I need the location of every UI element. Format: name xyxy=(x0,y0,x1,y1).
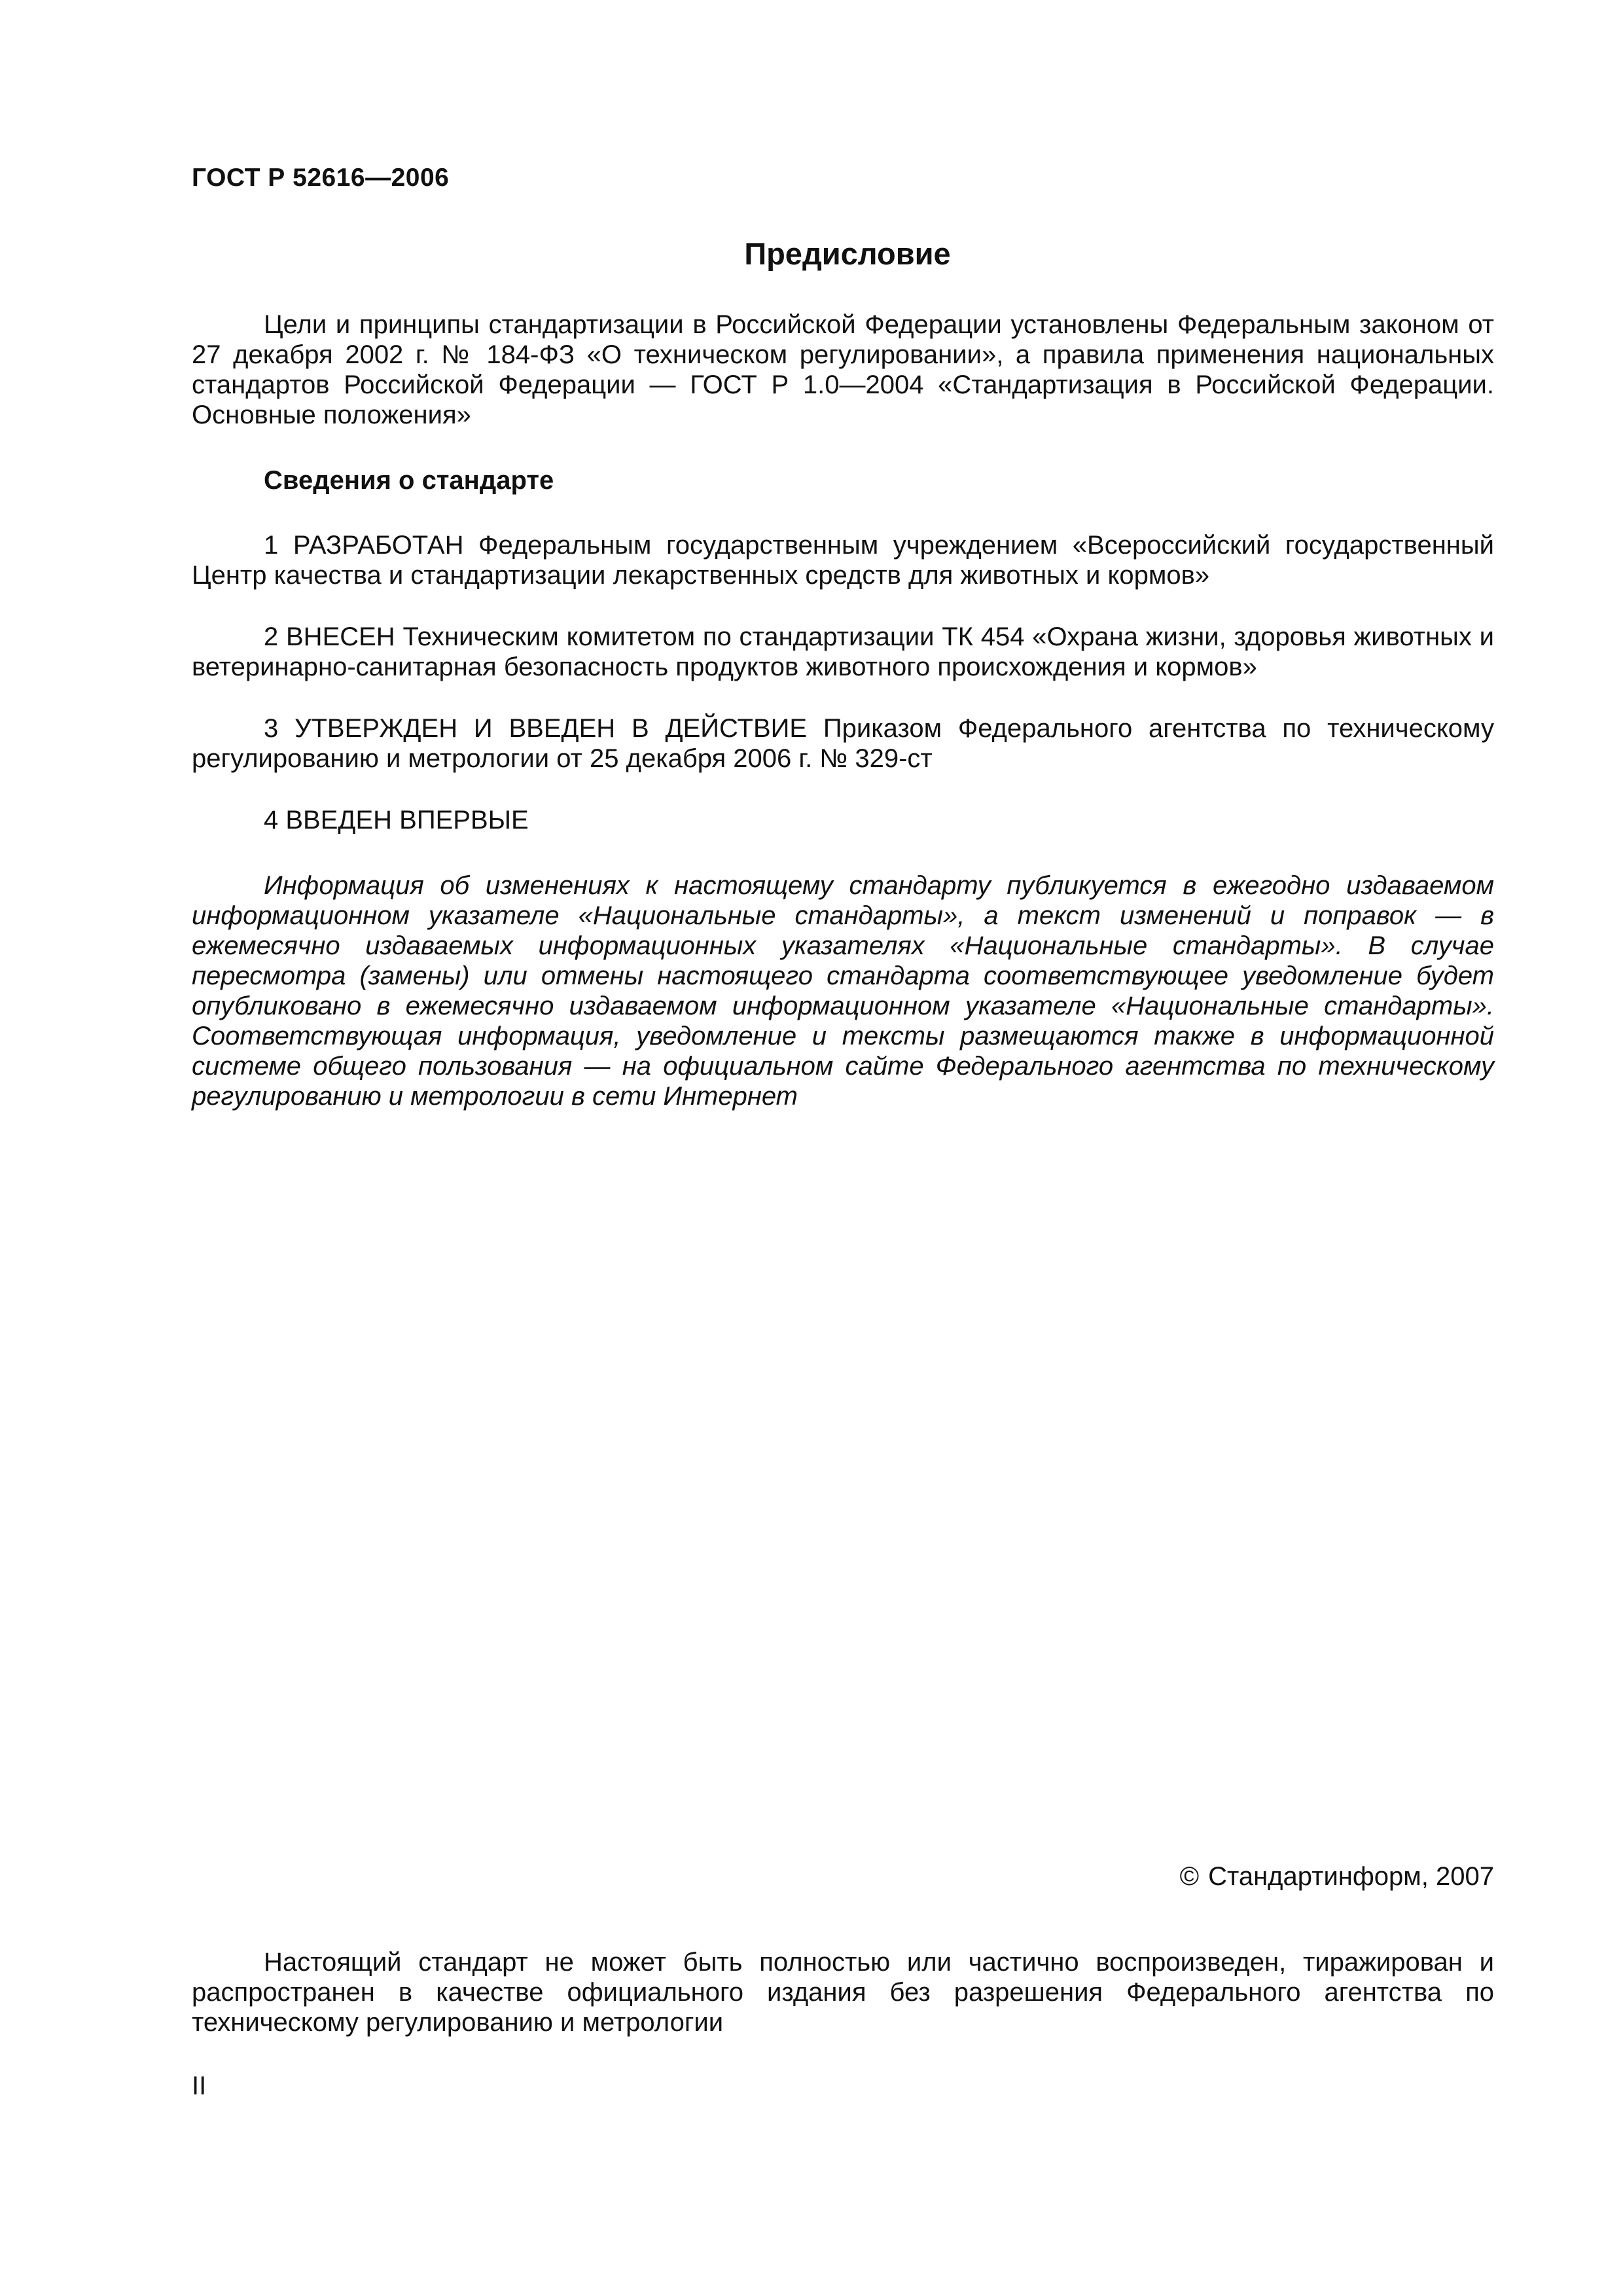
info-item-text: 2 ВНЕСЕН Техническим комитетом по стандартизации ТК 454 «Охрана жизни, здоровья животных и ветеринарно-санитарная безопасность продуктов животного происхождения и кормов» xyxy=(192,622,1494,681)
info-item-text: 4 ВВЕДЕН ВПЕРВЫЕ xyxy=(264,806,529,834)
standard-info-heading: Сведения о стандарте xyxy=(264,466,554,495)
info-item-1 xyxy=(192,530,1494,590)
rights-notice: Настоящий стандарт не может быть полностью или частично воспроизведен, тиражирован и распространен в качестве официального издания без разрешения Федерального агентства по техническому регулированию и метрологии xyxy=(192,1948,1494,2037)
intro-section xyxy=(192,310,1494,430)
document-designation: ГОСТ Р 52616—2006 xyxy=(192,164,450,192)
info-item-3 xyxy=(192,713,1494,774)
copyright-line xyxy=(1180,1862,1494,1892)
page-number: II xyxy=(192,2072,207,2100)
info-item-text: 1 РАЗРАБОТАН Федеральным государственным учреждением «Всероссийский государственный Центр качества и стандартизации лекарственных средств для животных и кормов» xyxy=(192,531,1494,590)
rights-section xyxy=(192,1947,1494,2037)
info-item-text: 3 УТВЕРЖДЕН И ВВЕДЕН В ДЕЙСТВИЕ Приказом Федерального агентства по техническому регулированию и метрологии от 25 декабря 2006 г. № 329-ст xyxy=(192,714,1494,773)
amendments-notice xyxy=(192,870,1494,1111)
info-item-4 xyxy=(192,805,1494,835)
page-title: Предисловие xyxy=(744,236,951,271)
intro-paragraph: Цели и принципы стандартизации в Российской Федерации установлены Федеральным законом от 27 декабря 2002 г. № 184-ФЗ «О техническом регулировании», а правила применения национальных стандартов Российской Федерации — ГОСТ Р 1.0—2004 «Стандартизация в Российской Федерации. Основные положения» xyxy=(192,310,1494,429)
copyright-icon: © xyxy=(1179,1862,1200,1891)
notice-paragraph: Информация об изменениях к настоящему стандарту публикуется в ежегодно издаваемом информационном указателе «Национальные стандарты», а текст изменений и поправок — в ежемесячно издаваемых информационных указателях «Национальные стандарты». В случае пересмотра (замены) или отмены настоящего стандарта соответствующее уведомление будет опубликовано в ежемесячно издаваемом информационном указателе «Национальные стандарты». Соответствующая информация, уведомление и тексты размещаются также в информационной системе общего пользования — на официальном сайте Федерального агентства по техническому регулированию и метрологии в сети Интернет xyxy=(192,871,1494,1111)
copyright-text: Стандартинформ, 2007 xyxy=(1208,1862,1494,1891)
info-item-2 xyxy=(192,622,1494,682)
